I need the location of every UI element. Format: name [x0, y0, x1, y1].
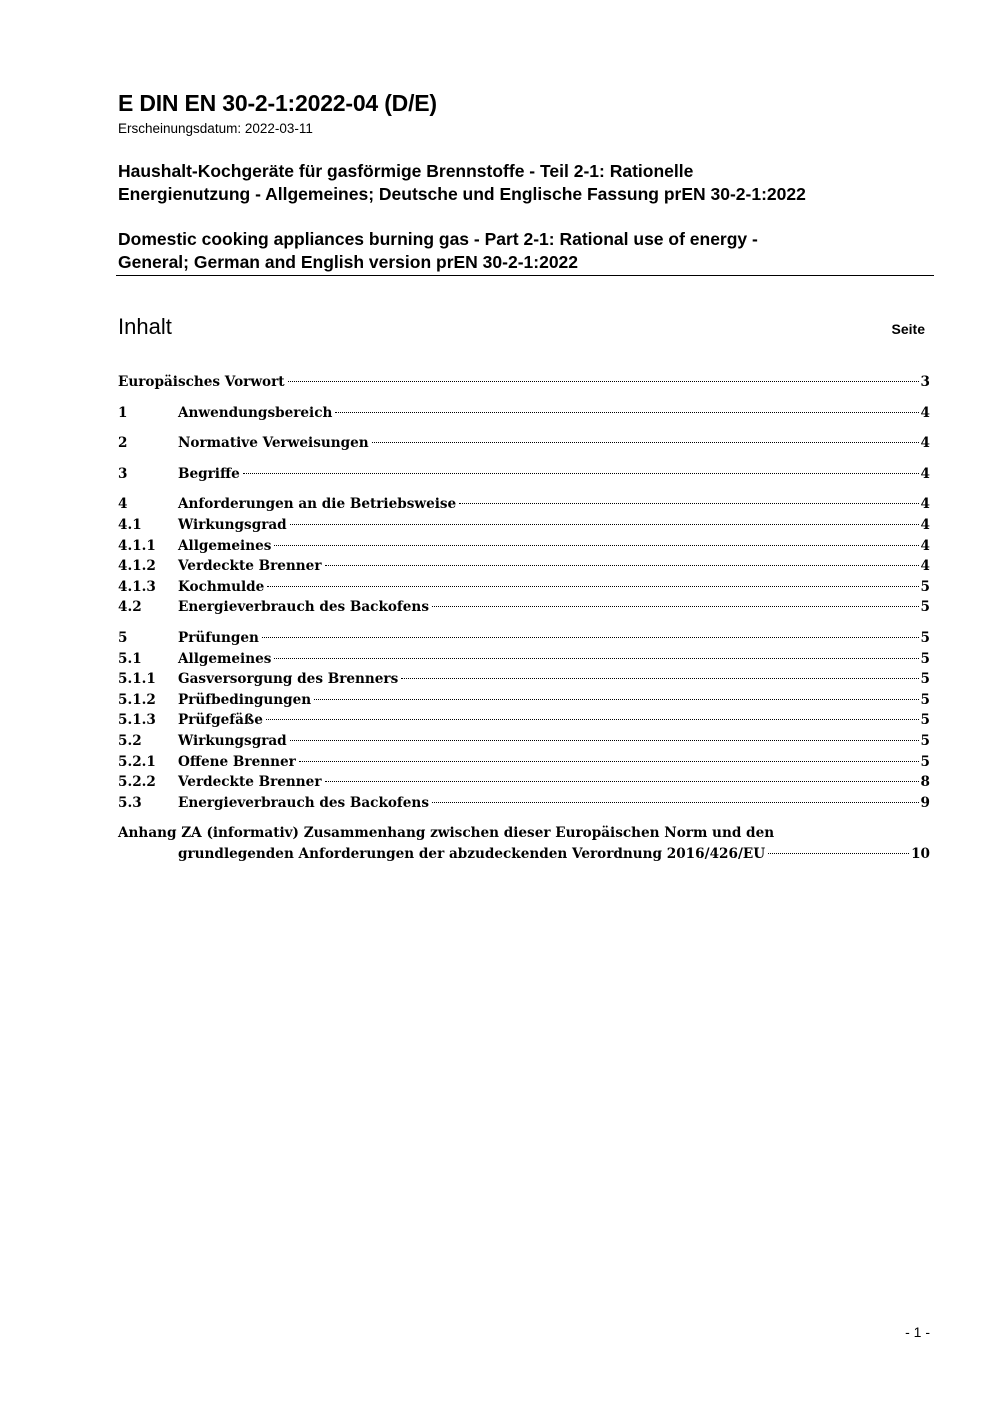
toc-leader-dots: [274, 545, 918, 546]
toc-entry-title: Prüfbedingungen: [178, 691, 312, 708]
toc-entry-number: 4.2: [118, 599, 142, 616]
toc-entry-number: 4.1: [118, 516, 142, 533]
toc-entry-5-2[interactable]: [118, 731, 930, 752]
toc-leader-dots: [290, 524, 919, 525]
toc-entry-page: 4: [920, 558, 930, 575]
toc-leader-dots: [768, 853, 909, 854]
toc-leader-dots: [432, 606, 919, 607]
toc-entry-title: Europäisches Vorwort: [118, 374, 285, 390]
toc-entry-title: Anwendungsbereich: [178, 404, 333, 421]
toc-entry-number: 3: [118, 465, 128, 482]
toc-entry-page: 3: [920, 374, 930, 390]
toc-entry-4-1-3[interactable]: [118, 577, 930, 598]
title-english: [118, 228, 758, 274]
toc-entry-4[interactable]: [118, 494, 930, 515]
toc-leader-dots: [288, 381, 919, 382]
toc-entry-number: 5.2.1: [118, 753, 156, 770]
toc-leader-dots: [267, 586, 918, 587]
toc-entry-number: 4.1.1: [118, 537, 156, 554]
toc-entry-title: Wirkungsgrad: [178, 516, 287, 533]
toc-entry-title: Anforderungen an die Betriebsweise: [178, 496, 457, 513]
toc-entry-page: 10: [911, 845, 930, 862]
table-of-contents: [118, 372, 930, 864]
toc-leader-dots: [314, 699, 918, 700]
toc-entry-number: 5.2: [118, 732, 142, 749]
toc-entry-page: 4: [920, 496, 930, 513]
toc-leader-dots: [290, 740, 919, 741]
toc-entry-title: Verdeckte Brenner: [178, 558, 322, 575]
toc-entry-title: Offene Brenner: [178, 753, 296, 770]
toc-leader-dots: [401, 678, 918, 679]
toc-entry-1[interactable]: [118, 403, 930, 424]
toc-entry-page: 4: [920, 516, 930, 533]
toc-entry-vorwort[interactable]: [118, 372, 930, 393]
toc-leader-dots: [459, 503, 918, 504]
toc-leader-dots: [274, 658, 918, 659]
toc-entry-annex-za[interactable]: [118, 823, 930, 864]
toc-heading: Inhalt: [118, 314, 172, 339]
toc-entry-number: 2: [118, 435, 128, 452]
toc-entry-title: Energieverbrauch des Backofens: [178, 599, 429, 616]
toc-entry-title: Prüfungen: [178, 629, 259, 646]
toc-entry-5-3[interactable]: [118, 793, 930, 814]
toc-entry-title: Kochmulde: [178, 578, 265, 595]
toc-entry-page: 5: [920, 732, 930, 749]
toc-leader-dots: [243, 473, 919, 474]
toc-entry-number: 5: [118, 629, 128, 646]
toc-entry-title: Prüfgefäße: [178, 712, 263, 729]
toc-entry-title: Energieverbrauch des Backofens: [178, 794, 429, 811]
toc-leader-dots: [262, 637, 919, 638]
toc-entry-number: 5.1.1: [118, 671, 156, 688]
toc-entry-title: Begriffe: [178, 465, 240, 482]
toc-entry-title: Allgemeines: [178, 650, 272, 667]
toc-annex-line-1: Anhang ZA (informativ) Zusammenhang zwischen dieser Europäischen Norm und den: [118, 825, 775, 842]
toc-entry-5-2-2[interactable]: [118, 772, 930, 793]
title-english-line-1: Domestic cooking appliances burning gas - Part 2-1: Rational use of energy -: [118, 229, 758, 249]
toc-entry-5-2-1[interactable]: [118, 752, 930, 773]
toc-leader-dots: [266, 719, 919, 720]
toc-entry-title: Verdeckte Brenner: [178, 774, 322, 791]
toc-entry-5-1-3[interactable]: [118, 710, 930, 731]
toc-entry-4-1-2[interactable]: [118, 556, 930, 577]
toc-entry-page: 5: [920, 578, 930, 595]
toc-entry-5-1-2[interactable]: [118, 690, 930, 711]
publication-date: Erscheinungsdatum: 2022-03-11: [118, 121, 313, 136]
page-number: - 1 -: [905, 1324, 930, 1340]
toc-entry-page: 4: [920, 404, 930, 421]
toc-entry-number: 4.1.2: [118, 558, 156, 575]
toc-leader-dots: [325, 781, 919, 782]
toc-annex-line-2: grundlegenden Anforderungen der abzudeckenden Verordnung 2016/426/EU: [178, 845, 766, 862]
toc-entry-number: 1: [118, 404, 128, 421]
toc-entry-5[interactable]: [118, 628, 930, 649]
title-german-line-1: Haushalt-Kochgeräte für gasförmige Brennstoffe - Teil 2-1: Rationelle: [118, 161, 694, 181]
title-english-line-2: General; German and English version prEN 30-2-1:2022: [118, 252, 579, 272]
toc-leader-dots: [299, 761, 919, 762]
toc-entry-number: 4.1.3: [118, 578, 156, 595]
toc-entry-page: 5: [920, 712, 930, 729]
toc-entry-number: 5.1.2: [118, 691, 156, 708]
toc-entry-title: Normative Verweisungen: [178, 435, 369, 452]
toc-entry-title: Allgemeines: [178, 537, 272, 554]
toc-entry-3[interactable]: [118, 464, 930, 485]
toc-entry-page: 5: [920, 599, 930, 616]
toc-entry-number: 5.1: [118, 650, 142, 667]
toc-page-label: Seite: [891, 321, 925, 337]
title-german: [118, 160, 806, 206]
title-german-line-2: Energienutzung - Allgemeines; Deutsche und Englische Fassung prEN 30-2-1:2022: [118, 184, 806, 204]
toc-entry-5-1[interactable]: [118, 649, 930, 670]
title-divider: [116, 275, 934, 276]
toc-leader-dots: [335, 412, 918, 413]
toc-entry-page: 9: [920, 794, 930, 811]
toc-entry-page: 5: [920, 650, 930, 667]
toc-leader-dots: [325, 565, 919, 566]
toc-entry-number: 5.3: [118, 794, 142, 811]
toc-entry-page: 4: [920, 537, 930, 554]
toc-entry-4-1-1[interactable]: [118, 536, 930, 557]
toc-entry-2[interactable]: [118, 433, 930, 454]
toc-entry-title: Gasversorgung des Brenners: [178, 671, 399, 688]
toc-leader-dots: [372, 442, 919, 443]
toc-entry-page: 8: [920, 774, 930, 791]
toc-entry-title: Wirkungsgrad: [178, 732, 287, 749]
toc-entry-number: 5.2.2: [118, 774, 156, 791]
toc-entry-4-2[interactable]: [118, 597, 930, 618]
toc-entry-number: 5.1.3: [118, 712, 156, 729]
toc-entry-4-1[interactable]: [118, 515, 930, 536]
toc-entry-page: 4: [920, 465, 930, 482]
toc-entry-page: 5: [920, 753, 930, 770]
toc-entry-page: 5: [920, 671, 930, 688]
toc-entry-number: 4: [118, 496, 128, 513]
toc-entry-page: 5: [920, 629, 930, 646]
toc-entry-5-1-1[interactable]: [118, 669, 930, 690]
toc-leader-dots: [432, 802, 919, 803]
document-title: E DIN EN 30-2-1:2022-04 (D/E): [118, 90, 437, 116]
toc-entry-page: 5: [920, 691, 930, 708]
toc-entry-page: 4: [920, 435, 930, 452]
